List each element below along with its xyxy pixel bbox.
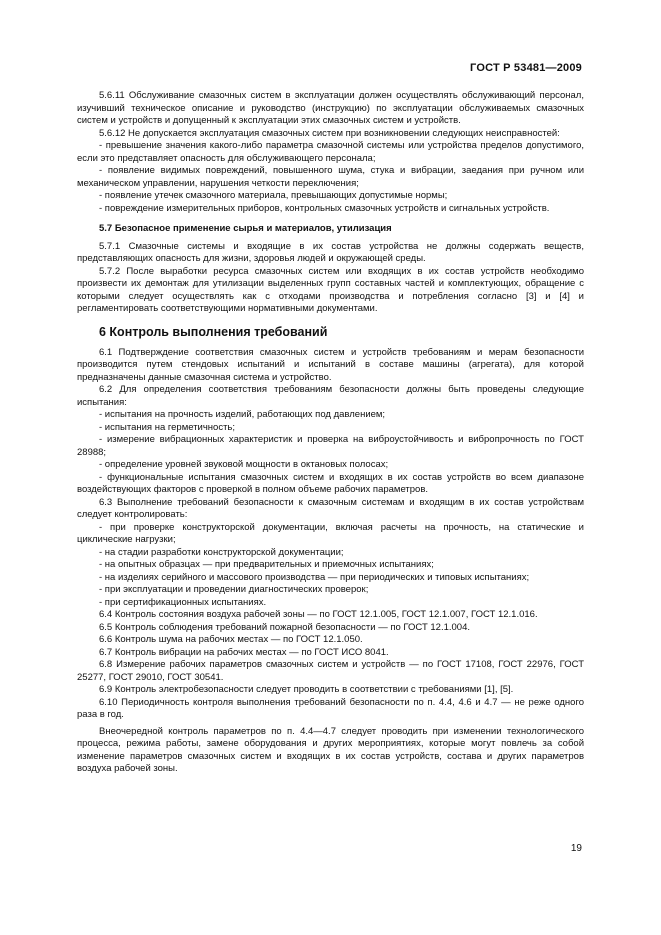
paragraph-6-2: 6.2 Для определения соответствия требованиям безопасности должны быть проведены следующие испытания: [77, 384, 584, 408]
list-item: - появление утечек смазочного материала, превышающих допустимые нормы; [99, 190, 448, 201]
list-item: - при сертификационных испытаниях. [99, 596, 267, 608]
list-item: - испытания на герметичность; [99, 421, 236, 433]
page-number: 19 [570, 843, 582, 854]
paragraph-6-8: 6.8 Измерение рабочих параметров смазочных систем и устройств — по ГОСТ 17108, ГОСТ 22976, ГОСТ 25277, ГОСТ 29010, ГОСТ 30541. [77, 659, 584, 683]
list-item: - при эксплуатации и проведении диагностических проверок; [99, 584, 369, 595]
list-item: - измерение вибрационных характеристик и проверка на виброустойчивость и вибропрочность по ГОСТ 28988; [77, 434, 584, 458]
list-item: - испытания на прочность изделий, работающих под давлением; [99, 409, 386, 420]
list-item: - при проверке конструкторской документации, включая расчеты на прочность, на статические и циклические нагрузки; [77, 521, 584, 545]
list-item: - на стадии разработки конструкторской документации; [99, 546, 344, 558]
list-item: - повреждение измерительных приборов, контрольных смазочных устройств и сигнальных устройств. [99, 202, 550, 214]
document-header: ГОСТ Р 53481—2009 [470, 62, 582, 74]
paragraph-5-7-1: 5.7.1 Смазочные системы и входящие в их состав устройства не должны содержать веществ, представляющих опасность для жизни, здоровья людей и окружающей среды. [77, 240, 584, 264]
list-item: - на изделиях серийного и массового производства — при периодических и типовых испытаниях; [99, 571, 530, 583]
paragraph-6-9: 6.9 Контроль электробезопасности следует проводить в соответствии с требованиями [1], [5]. [99, 684, 514, 695]
section-heading-5-7: 5.7 Безопасное применение сырья и материалов, утилизация [99, 223, 392, 234]
paragraph-6-7: 6.7 Контроль вибрации на рабочих местах — по ГОСТ ИСО 8041. [99, 646, 389, 658]
paragraph-6-5: 6.5 Контроль соблюдения требований пожарной безопасности — по ГОСТ 12.1.004. [99, 621, 471, 633]
paragraph-5-6-11: 5.6.11 Обслуживание смазочных систем в эксплуатации должен осуществлять обслуживающий персонал, изучивший техническое описание и руководство (инструкцию) по эксплуатации обслуживаемых смазочных систем и устройств и допущенный к эксплуатации этих смазочных систем и устройств. [77, 90, 584, 126]
paragraph-5-7-2: 5.7.2 После выработки ресурса смазочных систем или входящих в их состав устройств необходимо произвести их демонтаж для утилизации выделенных групп составных частей и комплектующих, обращение с которыми следует осуществлять как с отходами производства и потребления согласно [3] и [4] и регламентировать соответствующими нормативными документами. [77, 265, 584, 314]
paragraph-unscheduled-control: Внеочередной контроль параметров по п. 4.4—4.7 следует проводить при изменении технологического процесса, режима работы, замене оборудования и других мероприятиях, которые могут повлечь за собой изменение параметров смазочных систем и входящих в их состав устройств, состава и других параметров воздуха рабочей зоны. [77, 725, 584, 774]
section-heading-6: 6 Контроль выполнения требований [99, 324, 328, 339]
paragraph-6-3: 6.3 Выполнение требований безопасности к смазочным системам и входящим в их состав устройствам следует контролировать: [77, 496, 584, 520]
page-body [77, 90, 584, 776]
list-item: - на опытных образцах — при предварительных и приемочных испытаниях; [99, 559, 434, 570]
paragraph-5-6-12: 5.6.12 Не допускается эксплуатация смазочных систем при возникновении следующих неисправностей: [99, 127, 560, 139]
paragraph-6-1: 6.1 Подтверждение соответствия смазочных систем и устройств требованиям и мерам безопасности производится путем стендовых испытаний и испытаний в составе машины (агрегата), для которой предназначены данные смазочная система и устройство. [77, 346, 584, 383]
paragraph-6-4: 6.4 Контроль состояния воздуха рабочей зоны — по ГОСТ 12.1.005, ГОСТ 12.1.007, ГОСТ 12.1.016. [99, 609, 538, 620]
paragraph-6-10: 6.10 Периодичность контроля выполнения требований безопасности по п. 4.4, 4.6 и 4.7 — не реже одного раза в год. [77, 696, 584, 720]
list-item: - появление видимых повреждений, повышенного шума, стука и вибрации, заедания при ручном или механическом управлении, нарушения четкости переключения; [77, 165, 584, 189]
list-item: - функциональные испытания смазочных систем и входящих в их состав устройств во всем диапазоне воздействующих факторов с проверкой в полном объеме рабочих параметров. [77, 471, 584, 495]
paragraph-6-6: 6.6 Контроль шума на рабочих местах — по ГОСТ 12.1.050. [99, 634, 363, 645]
list-item: - определение уровней звуковой мощности в октановых полосах; [99, 459, 389, 470]
list-item: - превышение значения какого-либо параметра смазочной системы или устройства пределов допустимого, если это представляет опасность для обслуживающего персонала; [77, 140, 584, 164]
